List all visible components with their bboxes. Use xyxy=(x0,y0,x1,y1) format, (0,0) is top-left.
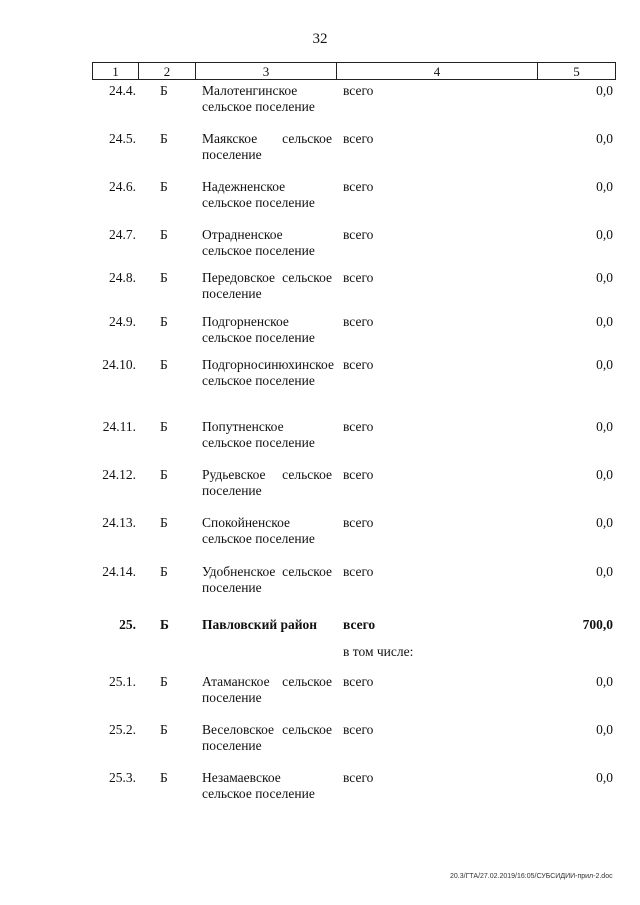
row-code: Б xyxy=(160,270,168,285)
row-code: Б xyxy=(160,179,168,194)
row-value: 0,0 xyxy=(596,674,613,689)
table-row xyxy=(0,267,640,311)
header-cell-4: 4 xyxy=(337,63,538,79)
table-row xyxy=(0,128,640,176)
row-number: 25.1. xyxy=(109,674,136,689)
row-number: 24.14. xyxy=(102,564,136,579)
row-type: всего xyxy=(343,131,374,146)
row-type: всего xyxy=(343,564,374,579)
row-type: всего xyxy=(343,270,374,285)
row-value: 0,0 xyxy=(596,131,613,146)
row-number: 24.12. xyxy=(102,467,136,482)
page-number: 32 xyxy=(312,31,328,47)
header-cell-3: 3 xyxy=(196,63,337,79)
row-value: 0,0 xyxy=(596,467,613,482)
row-value: 0,0 xyxy=(596,357,613,372)
row-name: Надежненское сельское поселение xyxy=(202,179,315,210)
row-type: всего xyxy=(343,314,374,329)
row-type: всего xyxy=(343,83,374,98)
row-code: Б xyxy=(160,674,168,689)
row-name: Отрадненское сельское поселение xyxy=(202,227,315,258)
row-code: Б xyxy=(160,770,168,785)
header-cell-5: 5 xyxy=(573,64,580,79)
row-code: Б xyxy=(160,467,168,482)
row-code: Б xyxy=(160,617,169,632)
row-name: Рудьевское сельское поселение xyxy=(202,467,332,498)
row-number: 24.9. xyxy=(109,314,136,329)
row-value: 0,0 xyxy=(596,179,613,194)
row-code: Б xyxy=(160,564,168,579)
row-type: всего xyxy=(343,227,374,242)
row-type: всего xyxy=(343,770,374,785)
row-number: 24.6. xyxy=(109,179,136,194)
row-name: Подгорносинюхинское сельское поселение xyxy=(202,357,334,388)
row-name: Подгорненское сельское поселение xyxy=(202,314,315,345)
row-number: 25.3. xyxy=(109,770,136,785)
row-number: 24.4. xyxy=(109,83,136,98)
row-number: 24.11. xyxy=(102,419,136,434)
row-number: 24.5. xyxy=(109,131,136,146)
row-name: Попутненское сельское поселение xyxy=(202,419,315,450)
table-row xyxy=(0,354,640,416)
row-number: 25. xyxy=(119,617,136,632)
row-name: Атаманское сельское поселение xyxy=(202,674,332,705)
row-number: 24.7. xyxy=(109,227,136,242)
row-type: всего xyxy=(343,722,374,737)
document-footer: 20.3/ГТА/27.02.2019/16:05/СУБСИДИИ-прил-2.doc xyxy=(450,873,613,880)
row-code: Б xyxy=(160,227,168,242)
row-code: Б xyxy=(160,419,168,434)
row-name: Павловский район xyxy=(202,617,318,632)
row-type: в том числе: xyxy=(343,644,414,659)
row-type: всего xyxy=(343,357,374,372)
row-value: 0,0 xyxy=(596,314,613,329)
row-number: 25.2. xyxy=(109,722,136,737)
row-name: Передовское сельское поселение xyxy=(202,270,332,301)
row-name: Незамаевское сельское поселение xyxy=(202,770,315,801)
row-value: 0,0 xyxy=(596,419,613,434)
row-name: Маякское сельское поселение xyxy=(202,131,332,162)
table-row xyxy=(0,561,640,614)
row-type: всего xyxy=(343,515,374,530)
row-code: Б xyxy=(160,357,168,372)
row-type: всего xyxy=(343,674,374,689)
table-row xyxy=(0,719,640,767)
table-row xyxy=(0,80,640,128)
row-name: Спокойненское сельское поселение xyxy=(202,515,315,546)
table-row xyxy=(0,224,640,267)
row-type: всего xyxy=(343,467,374,482)
table-row xyxy=(0,512,640,561)
table-row xyxy=(0,767,640,815)
table-row xyxy=(0,464,640,512)
row-value: 0,0 xyxy=(596,564,613,579)
row-value: 700,0 xyxy=(582,617,613,632)
header-cell-2: 2 xyxy=(139,63,196,79)
table-row xyxy=(0,416,640,464)
row-code: Б xyxy=(160,722,168,737)
table-row-subtitle xyxy=(0,641,640,671)
row-name: Удобненское сельское поселение xyxy=(202,564,332,595)
row-code: Б xyxy=(160,83,168,98)
row-name: Веселовское сельское поселение xyxy=(202,722,332,753)
row-code: Б xyxy=(160,515,168,530)
row-value: 0,0 xyxy=(596,770,613,785)
table-row xyxy=(0,176,640,224)
table-header xyxy=(92,62,616,80)
table-row xyxy=(0,311,640,354)
row-type: всего xyxy=(343,179,374,194)
row-type: всего xyxy=(343,617,376,632)
row-name: Малотенгинское сельское поселение xyxy=(202,83,315,114)
row-code: Б xyxy=(160,314,168,329)
row-number: 24.8. xyxy=(109,270,136,285)
row-value: 0,0 xyxy=(596,83,613,98)
row-type: всего xyxy=(343,419,374,434)
row-value: 0,0 xyxy=(596,270,613,285)
table-row xyxy=(0,671,640,719)
row-value: 0,0 xyxy=(596,227,613,242)
header-cell-1: 1 xyxy=(93,63,139,79)
row-number: 24.13. xyxy=(102,515,136,530)
row-number: 24.10. xyxy=(102,357,136,372)
table-row-district xyxy=(0,614,640,641)
row-code: Б xyxy=(160,131,168,146)
table-body xyxy=(0,80,640,815)
row-value: 0,0 xyxy=(596,722,613,737)
row-value: 0,0 xyxy=(596,515,613,530)
